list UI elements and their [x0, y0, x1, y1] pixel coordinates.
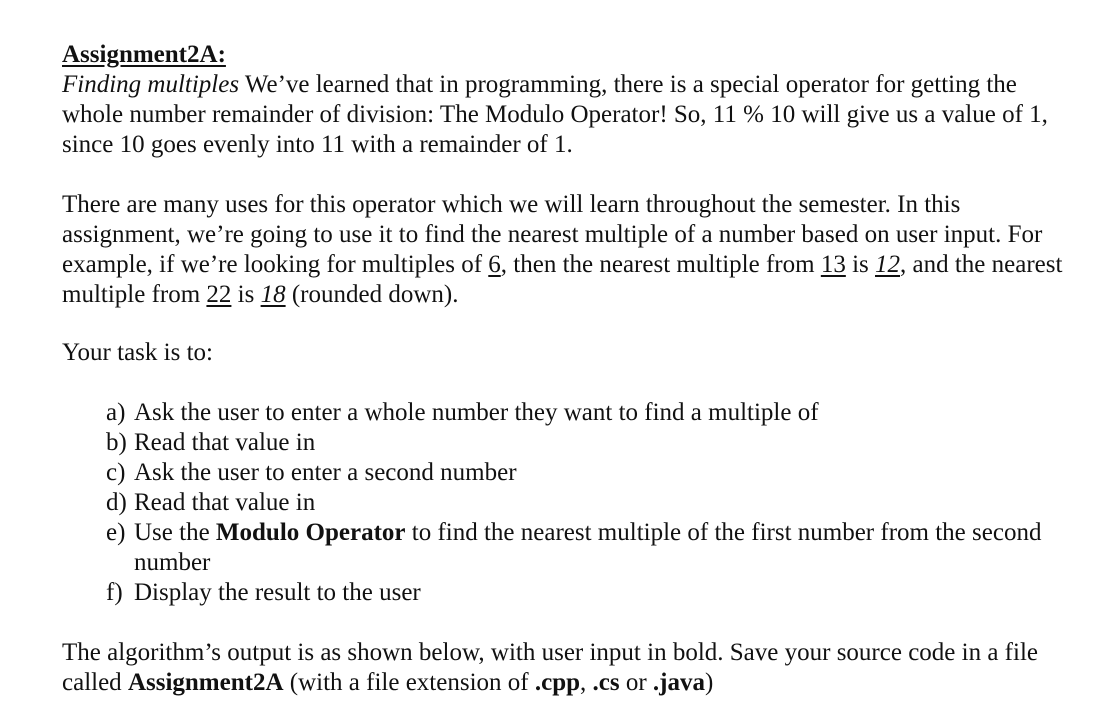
- step-marker: c): [106, 459, 126, 486]
- intro-paragraph: [62, 70, 1072, 160]
- uses-text-2: , then the nearest multiple from: [500, 251, 821, 278]
- spacer: [62, 368, 1072, 398]
- extension-cs: .cs: [592, 669, 620, 696]
- extension-cpp: .cpp: [534, 669, 580, 696]
- uses-text-6: (rounded down).: [285, 281, 459, 308]
- task-steps-list: [62, 398, 1072, 608]
- step-marker: f): [106, 579, 123, 606]
- uses-text-3: is: [845, 251, 876, 278]
- separator: or: [619, 669, 653, 696]
- intro-text: We’ve learned that in programming, there is a special operator for getting the whole number remainder of division: The Modulo Operator! So, 11 % 10 will give us a value of 1, since 10 goes evenly into 11 with a remainder of 1.: [62, 71, 1048, 158]
- step-text: Read that value in: [134, 489, 316, 516]
- assignment-document: [62, 40, 1072, 698]
- uses-paragraph: [62, 190, 1072, 310]
- list-item: [106, 488, 1072, 518]
- uses-text-1: There are many uses for this operator which we will learn throughout the semester. In this assignment, we’re going to use it to find the nearest multiple of a number based on user input. For example, if we’re looking for multiples of: [62, 191, 1043, 278]
- step-marker: b): [106, 429, 127, 456]
- modulo-operator-term: Modulo Operator: [215, 519, 406, 546]
- intro-lead: Finding multiples: [62, 71, 240, 98]
- example-number-22: 22: [206, 281, 232, 308]
- step-text-pre: Use the: [134, 519, 216, 546]
- step-text: Ask the user to enter a whole number they want to find a multiple of: [134, 399, 819, 426]
- list-item: [106, 518, 1072, 578]
- step-text: Ask the user to enter a second number: [134, 459, 517, 486]
- step-text: [134, 518, 1072, 578]
- step-text: Read that value in: [134, 429, 316, 456]
- output-text-1: The algorithm’s output is as shown below, with user input in bold. Save your source code in a file called: [62, 639, 1038, 696]
- step-text: Display the result to the user: [134, 579, 421, 606]
- output-text-3: ): [704, 669, 714, 696]
- example-number-13: 13: [820, 251, 846, 278]
- separator: ,: [580, 669, 593, 696]
- output-paragraph: [62, 638, 1072, 698]
- list-item: [106, 428, 1072, 458]
- uses-text-5: is: [231, 281, 261, 308]
- extension-java: .java: [652, 669, 705, 696]
- list-item: [106, 578, 1072, 608]
- example-number-18: 18: [260, 281, 286, 308]
- step-marker: e): [106, 519, 126, 546]
- example-number-12: 12: [875, 251, 901, 278]
- step-marker: a): [106, 399, 126, 426]
- list-item: [106, 458, 1072, 488]
- spacer: [62, 608, 1072, 638]
- task-intro: Your task is to:: [62, 339, 213, 366]
- step-text-post: to find the nearest multiple of the first number from the second number: [134, 519, 1042, 576]
- spacer: [62, 160, 1072, 190]
- spacer: [62, 310, 1072, 338]
- output-text-2: (with a file extension of: [283, 669, 535, 696]
- example-number-6: 6: [488, 251, 501, 278]
- filename: Assignment2A: [127, 669, 284, 696]
- list-item: [106, 398, 1072, 428]
- uses-text-4: , and the nearest multiple from: [62, 251, 1063, 308]
- assignment-heading: Assignment2A:: [62, 41, 226, 68]
- step-marker: d): [106, 489, 127, 516]
